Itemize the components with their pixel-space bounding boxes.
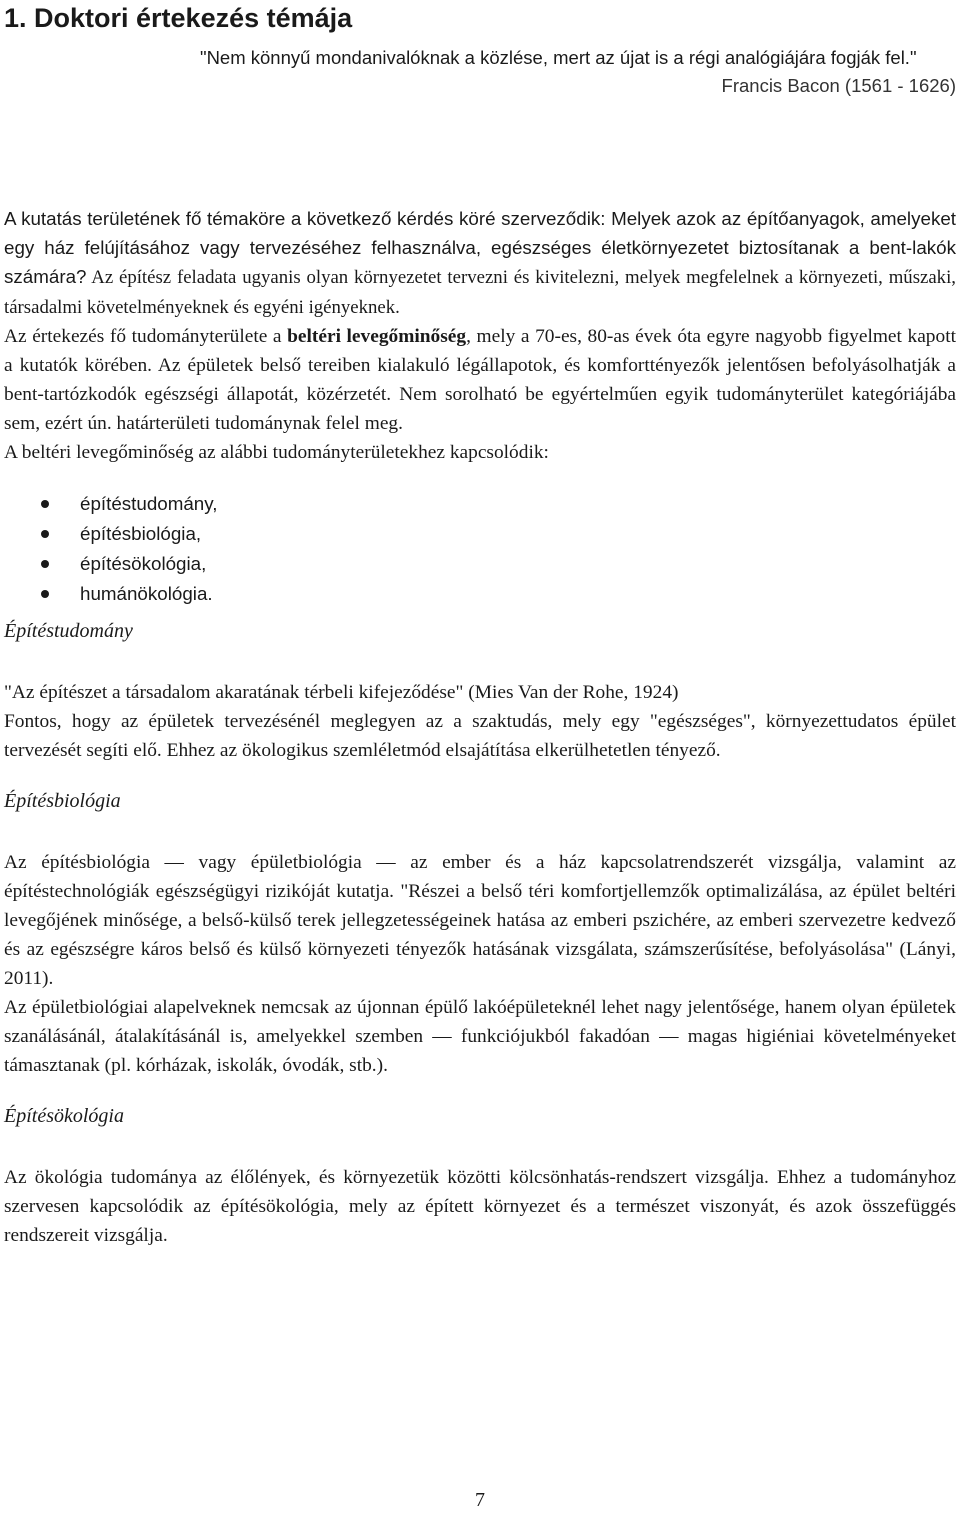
bullet-icon (41, 560, 49, 568)
intro-p2-bold-term: beltéri levegőminőség (287, 326, 467, 347)
epigraph (200, 44, 956, 100)
epitestudomany-quote: "Az építészet a társadalom akaratának térbeli kifejeződése" (Mies Van der Rohe, 1924) (4, 682, 679, 703)
intro-paragraph-1 (4, 204, 956, 322)
bullet-icon (41, 530, 49, 538)
list-item-label: építésökológia, (80, 553, 207, 574)
intro-p2-before: Az értekezés fő tudományterülete a (4, 326, 288, 347)
list-item (4, 519, 956, 549)
epigraph-author: Francis Bacon (1561 - 1626) (721, 75, 956, 96)
list-item-label: humánökológia. (80, 583, 213, 604)
document-body (4, 204, 956, 1250)
bullet-icon (41, 590, 49, 598)
page-number: 7 (475, 1489, 485, 1511)
intro-paragraph-2 (4, 322, 956, 438)
list-item (4, 579, 956, 609)
intro-p2-after: , mely a 70-es, 80-as évek óta egyre nagyobb figyelmet kapott a kutatók körében. (4, 326, 956, 376)
section-title-epitesbiologia: Építésbiológia (4, 790, 121, 812)
list-item (4, 549, 956, 579)
section-title-epitesokologia: Építésökológia (4, 1105, 124, 1127)
list-item (4, 489, 956, 519)
intro-text-sans: A kutatás területének fő témaköre a következő kérdés köré szerveződik: Melyek azok az építőanyagok, amelyeket egy ház felújításához vagy tervezéséhez felhasználva, egészséges életkörnyezetet biztosítanak a bent-lakók számára? (4, 208, 956, 287)
epitesbiologia-paragraph-2: Az épületbiológiai alapelveknek nemcsak az újonnan épülő lakóépületeknél lehet nagy jelentősége, hanem olyan épületek szanálásánál, átalakításánál is, amelyekkel szemben — funkciójukból fakadóan — magas higiéniai követelményeket támasztanak (pl. kórházak, iskolák, óvodák, stb.). (4, 997, 956, 1076)
bullet-icon (41, 500, 49, 508)
fields-bullet-list (4, 489, 956, 609)
page-heading: 1. Doktori értekezés témája (4, 3, 353, 33)
intro-text-serif: Az építész feladata ugyanis olyan környezetet tervezni és kivitelezni, melyek megfelelnek a környezeti, műszaki, társadalmi követelményeknek és egyéni igényeknek. (4, 267, 956, 318)
section-title-epitestudomany: Építéstudomány (4, 620, 133, 642)
epigraph-quote: "Nem könnyű mondanivalóknak a közlése, mert az újat is a régi analógiájára fogják fel." (200, 47, 917, 68)
epitesbiologia-paragraph-1: Az építésbiológia — vagy épületbiológia — az ember és a ház kapcsolatrendszerét vizsgálja, valamint az építéstechnológiák egészségügyi rizikóját kutatja. "Részei a belső téri komfortjellemzők optimalizálása, az épület beltéri levegőjének minősége, a belső-külső terek jellegzetességeinek hatása az emberi pszichére, az emberi szervezetre kedvező és az egészségre káros belső és külső környezeti tényezők hatásának vizsgálata, számszerűsítése, befolyásolása" (Lányi, 2011). (4, 852, 956, 989)
epitesokologia-text: Az ökológia tudománya az élőlények, és környezetük közötti kölcsönhatás-rendszert vizsgálja. Ehhez a tudományhoz szervesen kapcsolódik az építésökológia, mely az épített környezet és a természet viszonyát, és azok összefüggés rendszereit vizsgálja. (4, 1167, 956, 1246)
list-item-label: építésbiológia, (80, 523, 202, 544)
intro-p2-continuation: Az épületek belső tereiben kialakuló légállapotok, és komforttényezők jelentősen befolyásolhatják a bent-tartózkodók egészségi állapotát, közérzetét. Nem sorolható be egyértelműen egyik tudományterület kategóriájába sem, ezért ún. határterületi tudománynak felel meg. (4, 355, 957, 434)
list-item-label: építéstudomány, (80, 493, 218, 514)
intro-paragraph-3: A beltéri levegőminőség az alábbi tudományterületekhez kapcsolódik: (4, 442, 549, 463)
epitestudomany-text: Fontos, hogy az épületek tervezésénél meglegyen az a szaktudás, mely egy "egészséges", környezettudatos épület tervezését segíti elő. Ehhez az ökologikus szemléletmód elsajátítása elkerülhetetlen tényező. (4, 711, 956, 761)
